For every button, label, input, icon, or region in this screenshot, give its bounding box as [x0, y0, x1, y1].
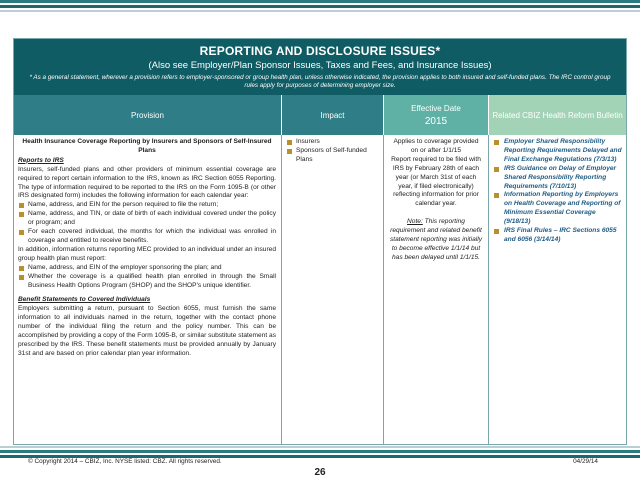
link-text: IRS Guidance on Delay of Employer Shared Responsibility Reporting Requirements (7/10/13) — [504, 164, 617, 190]
effective-text: Applies to coverage provided on or after 1/1/15 — [393, 138, 479, 154]
bullet-square-icon — [18, 210, 28, 228]
note-text: This reporting requirement and related benefit statement reporting was initially to become effective 1/1/14 but has been delayed until 1/1/15. — [390, 218, 482, 261]
header-related-label: Related CBIZ Health Reform Bulletin — [492, 110, 623, 120]
provision-bullet — [18, 228, 276, 246]
provision-bullet — [18, 273, 276, 291]
provision-title: Health Insurance Coverage Reporting by Insurers and Sponsors of Self-Insured Plans — [22, 138, 272, 154]
related-bulletin-link[interactable] — [493, 227, 622, 245]
bullet-square-icon — [18, 273, 28, 291]
page-subtitle: (Also see Employer/Plan Sponsor Issues, Taxes and Fees, and Insurance Issues) — [148, 60, 492, 71]
copyright-text: © Copyright 2014 – CBIZ, Inc. NYSE listed: CBZ. All rights reserved. — [28, 458, 222, 465]
bullet-square-icon — [18, 201, 28, 210]
link-text: Information Reporting by Employers on Health Coverage and Reporting of Minimum Essential Coverage (9/18/13) — [504, 191, 621, 226]
header-related-bulletin — [489, 95, 626, 135]
note-label: Note: — [407, 218, 423, 226]
impact-text: Insurers — [296, 138, 320, 145]
bullet-square-icon — [493, 165, 504, 192]
header-impact-label: Impact — [320, 110, 345, 120]
bullet-square-icon — [493, 227, 504, 245]
related-bulletin-cell — [489, 135, 626, 444]
footer-date: 04/29/14 — [573, 458, 598, 465]
table-title-banner — [14, 39, 626, 95]
reporting-table — [13, 38, 627, 445]
provision-paragraph: Insurers, self-funded plans and other providers of minimum essential coverage are required to report certain information to the IRS, known as IRC Section 6055 Reporting. The type of information required to be reported to the IRS on the Form 1095-B (or other IRS designated form) includes the following information for each calendar year: — [18, 165, 276, 200]
impact-item — [286, 138, 379, 147]
header-effective-year: 2015 — [424, 115, 448, 127]
header-impact — [282, 95, 384, 135]
provision-bullet — [18, 201, 276, 210]
provision-paragraph: Employers submitting a return, pursuant to Section 6055, must furnish the same information to all individuals named in the return, together with the contact phone number of the individual filing the return and the policy number. This can be accomplished by providing a copy of the Form 1095-B, or similar substitute statement as prescribed by the IRS. These benefit statements must be provided annually by January 31st and are based on prior calendar plan year information. — [18, 305, 276, 357]
footer — [28, 458, 598, 465]
bullet-square-icon — [18, 228, 28, 246]
header-effective-date — [384, 95, 489, 135]
impact-item — [286, 147, 379, 165]
effective-date-cell — [384, 135, 489, 444]
page-number: 26 — [314, 467, 326, 478]
provision-subheading-reports: Reports to IRS — [18, 156, 64, 164]
header-provision — [14, 95, 282, 135]
provision-bullet — [18, 264, 276, 273]
related-bulletin-link[interactable] — [493, 165, 622, 192]
header-provision-label: Provision — [131, 110, 164, 120]
bullet-text: For each covered individual, the months for which the individual was enrolled in coverage and entitled to receive benefits. — [28, 228, 276, 244]
bullet-square-icon — [493, 138, 504, 165]
bullet-text: Whether the coverage is a qualified health plan enrolled in through the Small Business Health Options Program (SHOP) and the SHOP's unique identifier. — [28, 272, 276, 289]
bullet-square-icon — [18, 264, 28, 273]
bullet-text: Name, address, and EIN of the employer sponsoring the plan; and — [28, 263, 222, 271]
impact-cell — [282, 135, 384, 444]
bullet-text: Name, address, and TIN, or date of birth of each individual covered under the policy or program; and — [28, 210, 276, 227]
effective-note — [389, 218, 483, 263]
related-bulletin-link[interactable] — [493, 138, 622, 165]
top-decorative-bars — [0, 0, 640, 14]
related-bulletin-link[interactable] — [493, 191, 622, 227]
link-text: IRS Final Rules – IRC Sections 6055 and 6056 (3/14/14) — [504, 227, 617, 243]
provision-subheading-statements: Benefit Statements to Covered Individuals — [18, 296, 151, 304]
provision-cell — [14, 135, 282, 444]
provision-bullet — [18, 210, 276, 228]
impact-text: Sponsors of Self-funded Plans — [296, 146, 367, 163]
link-text: Employer Shared Responsibility Reporting Requirements Delayed and Final Exchange Regulations (7/3/13) — [504, 138, 622, 163]
bullet-square-icon — [286, 147, 296, 165]
bullet-square-icon — [286, 138, 296, 147]
header-effective-label: Effective Date — [411, 103, 461, 113]
provision-paragraph: In addition, information returns reporting MEC provided to an individual under an insured group health plan must report: — [18, 245, 276, 262]
page-note: * As a general statement, wherever a provision refers to employer-sponsored or group health plan, unless otherwise indicated, the provision applies to both insured and self-funded plans. The IRC control group rules apply for purposes of determining employer size. — [29, 74, 611, 89]
bullet-square-icon — [493, 191, 504, 227]
effective-text: Report required to be filed with IRS by February 28th of each year (or March 31st of each year, if filed electronically) reflecting information for prior calendar year. — [391, 155, 481, 208]
bullet-text: Name, address, and EIN for the person required to file the return; — [28, 201, 219, 209]
page-title: REPORTING AND DISCLOSURE ISSUES* — [199, 44, 441, 58]
